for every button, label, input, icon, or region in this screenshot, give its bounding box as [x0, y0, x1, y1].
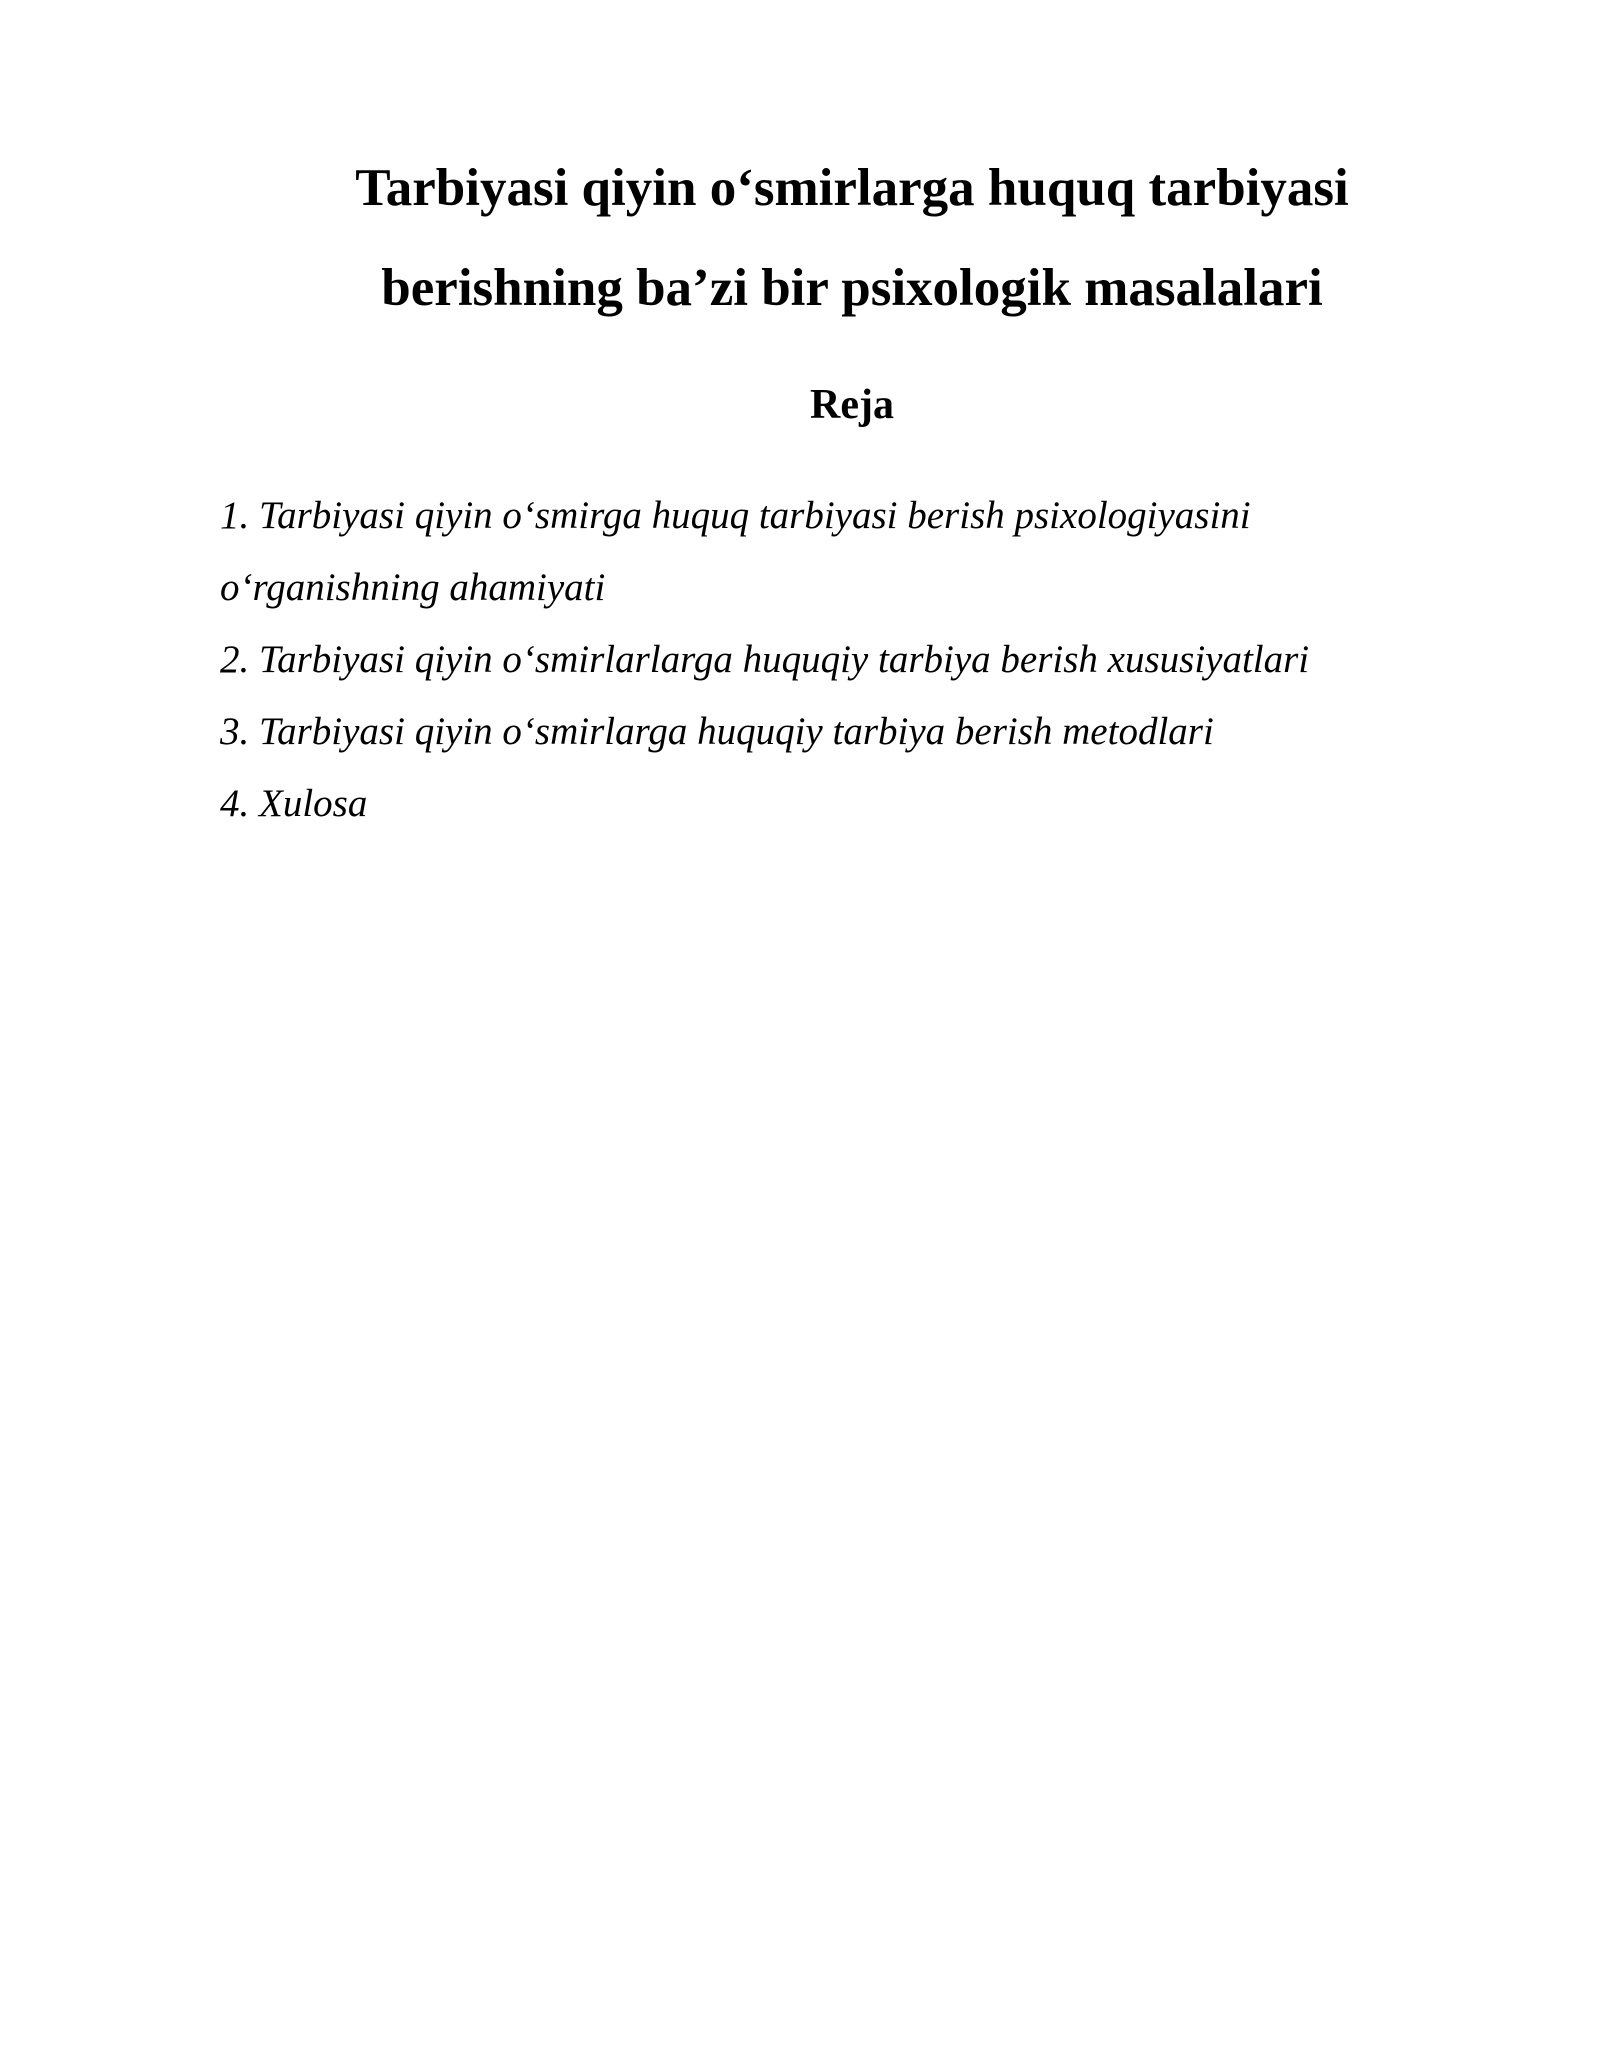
plan-item-line: o‘rganishning ahamiyati	[220, 566, 606, 609]
plan-item-line: 2. Tarbiyasi qiyin o‘smirlarlarga huquqiy tarbiya berish xususiyatlari	[220, 638, 1310, 681]
plan-item	[220, 768, 1420, 840]
plan-item	[220, 696, 1420, 768]
document-title-line: Tarbiyasi qiyin o‘smirlarga huquq tarbiyasi	[355, 159, 1349, 217]
plan-list	[220, 480, 1420, 840]
plan-item	[220, 624, 1420, 696]
document-title-line: berishning ba’zi bir psixologik masalalari	[381, 259, 1323, 317]
plan-item-line: 4. Xulosa	[220, 782, 368, 825]
document-title	[222, 138, 1482, 338]
plan-item-line: 1. Tarbiyasi qiyin o‘smirga huquq tarbiyasi berish psixologiyasini	[220, 494, 1251, 537]
plan-item-line: 3. Tarbiyasi qiyin o‘smirlarga huquqiy tarbiya berish metodlari	[220, 710, 1214, 753]
plan-heading: Reja	[810, 382, 894, 428]
plan-item	[220, 480, 1420, 624]
